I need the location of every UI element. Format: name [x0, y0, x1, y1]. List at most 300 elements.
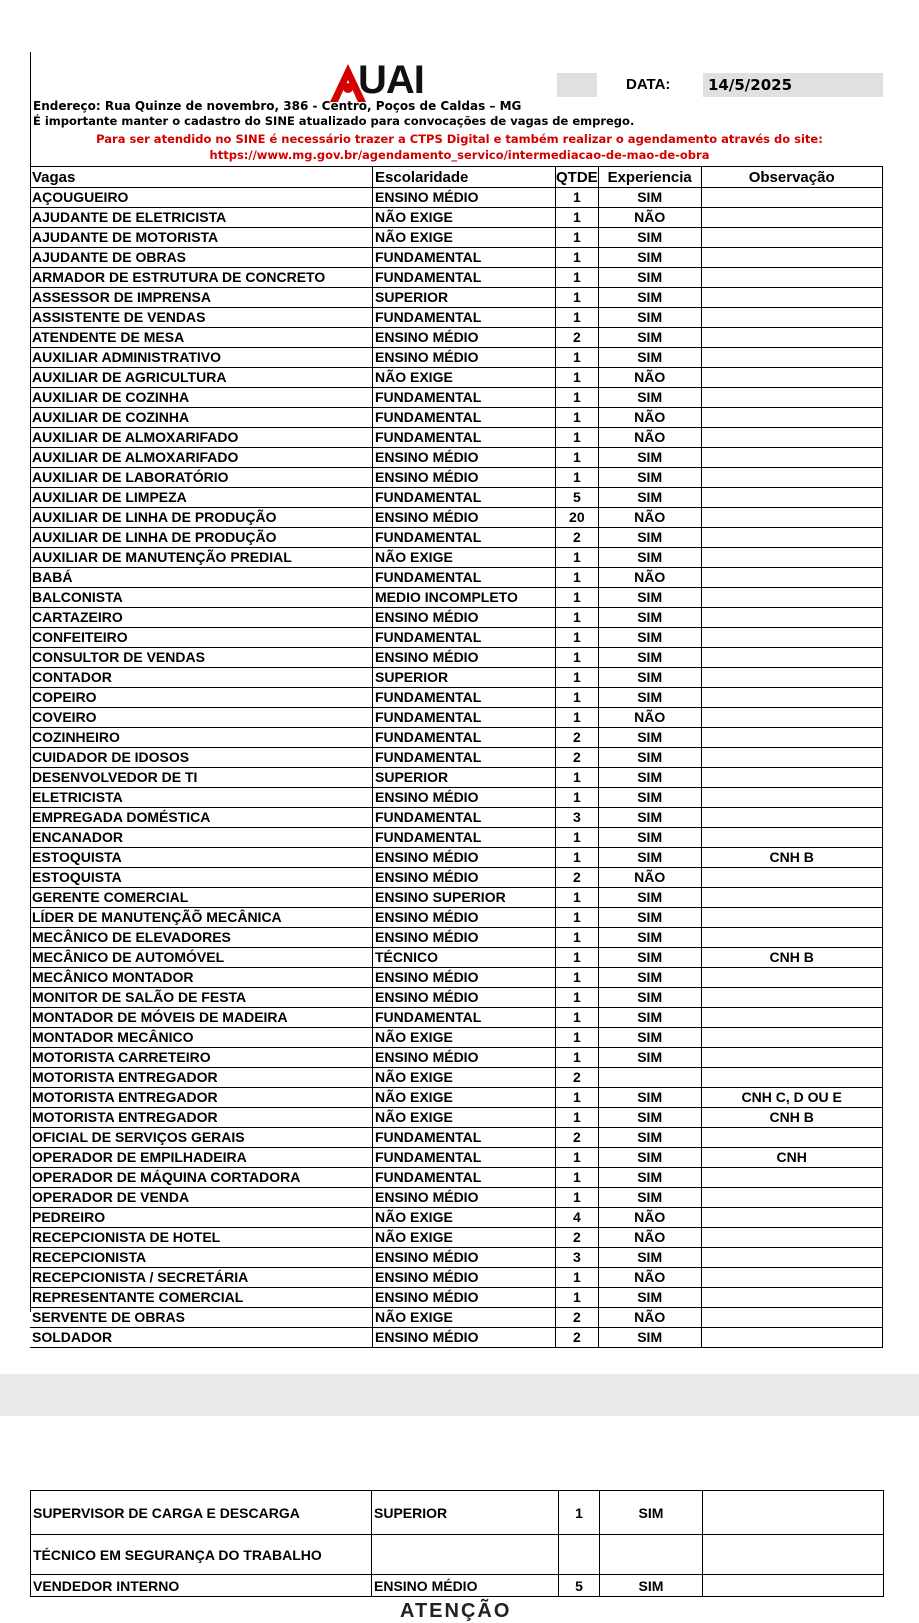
schooling-cell: NÃO EXIGE [373, 368, 556, 388]
observation-cell [701, 1068, 882, 1088]
schooling-cell: SUPERIOR [373, 668, 556, 688]
job-title-cell: ESTOQUISTA [30, 868, 373, 888]
table-row [30, 908, 882, 928]
observation-cell [701, 1048, 882, 1068]
quantity-cell: 1 [556, 1108, 599, 1128]
job-title-cell: COPEIRO [30, 688, 373, 708]
table-row [30, 648, 882, 668]
table-row [30, 868, 882, 888]
table-header-row [30, 167, 882, 188]
address-text: Endereço: Rua Quinze de novembro, 386 - Centro, Poços de Caldas – MG [33, 99, 522, 113]
table-row [30, 1308, 882, 1328]
experience-cell: NÃO [598, 1308, 701, 1328]
job-title-cell: AUXILIAR DE COZINHA [30, 408, 373, 428]
schooling-cell: FUNDAMENTAL [373, 728, 556, 748]
schooling-cell: ENSINO MÉDIO [373, 1188, 556, 1208]
schooling-cell: ENSINO MÉDIO [373, 648, 556, 668]
experience-cell: SIM [598, 328, 701, 348]
quantity-cell: 1 [556, 388, 599, 408]
schooling-cell: SUPERIOR [372, 1491, 559, 1535]
table-row [30, 808, 882, 828]
observation-cell [701, 988, 882, 1008]
experience-cell: SIM [598, 1188, 701, 1208]
schooling-cell: NÃO EXIGE [373, 1208, 556, 1228]
experience-cell: SIM [598, 1168, 701, 1188]
experience-cell: SIM [598, 348, 701, 368]
job-title-cell: AUXILIAR DE ALMOXARIFADO [30, 428, 373, 448]
schooling-cell: ENSINO MÉDIO [373, 1248, 556, 1268]
experience-cell: SIM [598, 808, 701, 828]
job-title-cell: AUXILIAR DE COZINHA [30, 388, 373, 408]
experience-cell: SIM [598, 588, 701, 608]
uai-logo [328, 58, 424, 104]
schooling-cell: ENSINO MÉDIO [373, 448, 556, 468]
job-title-cell: OPERADOR DE MÁQUINA CORTADORA [30, 1168, 373, 1188]
quantity-cell: 1 [556, 1268, 599, 1288]
table-row [30, 628, 882, 648]
job-title-cell: LÍDER DE MANUTENÇÃÕ MECÂNICA [30, 908, 373, 928]
experience-cell: SIM [598, 548, 701, 568]
quantity-cell: 1 [556, 788, 599, 808]
job-title-cell: MONTADOR MECÂNICO [30, 1028, 373, 1048]
job-title-cell: MONITOR DE SALÃO DE FESTA [30, 988, 373, 1008]
job-title-cell: VENDEDOR INTERNO [31, 1575, 372, 1597]
job-title-cell: CUIDADOR DE IDOSOS [30, 748, 373, 768]
job-title-cell: CONFEITEIRO [30, 628, 373, 648]
experience-cell: NÃO [598, 428, 701, 448]
column-header-vagas: Vagas [30, 167, 373, 188]
job-title-cell: SERVENTE DE OBRAS [30, 1308, 373, 1328]
observation-cell [703, 1535, 884, 1575]
job-title-cell: OPERADOR DE EMPILHADEIRA [30, 1148, 373, 1168]
observation-cell [701, 1308, 882, 1328]
table-row [30, 848, 882, 868]
quantity-cell: 2 [556, 1228, 599, 1248]
schooling-cell: NÃO EXIGE [373, 1088, 556, 1108]
experience-cell: SIM [598, 848, 701, 868]
experience-cell: SIM [598, 788, 701, 808]
schooling-cell: NÃO EXIGE [373, 1228, 556, 1248]
quantity-cell: 2 [556, 1128, 599, 1148]
experience-cell: SIM [598, 448, 701, 468]
experience-cell: SIM [598, 528, 701, 548]
observation-cell [701, 188, 882, 208]
footer-cut-text: ATENÇÃO [400, 1600, 512, 1622]
experience-cell: SIM [598, 1028, 701, 1048]
schooling-cell: FUNDAMENTAL [373, 628, 556, 648]
quantity-cell: 1 [556, 948, 599, 968]
job-title-cell: MECÂNICO MONTADOR [30, 968, 373, 988]
job-title-cell: AÇOUGUEIRO [30, 188, 373, 208]
quantity-cell: 1 [556, 688, 599, 708]
job-title-cell: AJUDANTE DE MOTORISTA [30, 228, 373, 248]
page-break [0, 1374, 919, 1416]
jobs-table [30, 166, 883, 1348]
observation-cell [701, 1208, 882, 1228]
table-row [30, 408, 882, 428]
quantity-cell: 2 [556, 748, 599, 768]
observation-cell [701, 268, 882, 288]
experience-cell: NÃO [598, 568, 701, 588]
schooling-cell: ENSINO MÉDIO [373, 908, 556, 928]
job-title-cell: MONTADOR DE MÓVEIS DE MADEIRA [30, 1008, 373, 1028]
observation-cell [701, 1028, 882, 1048]
experience-cell: SIM [598, 1148, 701, 1168]
schooling-cell: FUNDAMENTAL [373, 388, 556, 408]
quantity-cell: 1 [559, 1491, 600, 1535]
experience-cell: SIM [598, 748, 701, 768]
schooling-cell: ENSINO MÉDIO [373, 468, 556, 488]
table-row [30, 388, 882, 408]
job-title-cell: TÉCNICO EM SEGURANÇA DO TRABALHO [31, 1535, 372, 1575]
schooling-cell: ENSINO MÉDIO [373, 788, 556, 808]
table-row [30, 948, 882, 968]
experience-cell: SIM [598, 1248, 701, 1268]
experience-cell: SIM [598, 1088, 701, 1108]
job-title-cell: AUXILIAR DE LINHA DE PRODUÇÃO [30, 528, 373, 548]
experience-cell: NÃO [598, 1208, 701, 1228]
observation-cell [701, 568, 882, 588]
quantity-cell: 1 [556, 928, 599, 948]
job-title-cell: ASSISTENTE DE VENDAS [30, 308, 373, 328]
table-row [30, 568, 882, 588]
table-row [30, 268, 882, 288]
job-title-cell: BALCONISTA [30, 588, 373, 608]
job-title-cell: AUXILIAR DE ALMOXARIFADO [30, 448, 373, 468]
job-title-cell: ELETRICISTA [30, 788, 373, 808]
table-row [30, 348, 882, 368]
table-row [30, 968, 882, 988]
job-title-cell: AJUDANTE DE OBRAS [30, 248, 373, 268]
table-row [30, 668, 882, 688]
quantity-cell: 2 [556, 1308, 599, 1328]
table-row [30, 1048, 882, 1068]
observation-cell [701, 528, 882, 548]
experience-cell: SIM [598, 488, 701, 508]
date-label: DATA: [626, 76, 671, 93]
table-row [30, 228, 882, 248]
schooling-cell: ENSINO MÉDIO [373, 608, 556, 628]
observation-cell [701, 1268, 882, 1288]
experience-cell: NÃO [598, 368, 701, 388]
quantity-cell: 1 [556, 828, 599, 848]
column-header-observacao: Observação [701, 167, 882, 188]
table-row [30, 988, 882, 1008]
schooling-cell: ENSINO MÉDIO [373, 348, 556, 368]
observation-cell: CNH B [701, 948, 882, 968]
quantity-cell: 2 [556, 868, 599, 888]
schooling-cell: FUNDAMENTAL [373, 1148, 556, 1168]
table-row [30, 1128, 882, 1148]
job-title-cell: GERENTE COMERCIAL [30, 888, 373, 908]
schooling-cell: FUNDAMENTAL [373, 308, 556, 328]
observation-cell [701, 608, 882, 628]
job-title-cell: AUXILIAR DE LINHA DE PRODUÇÃO [30, 508, 373, 528]
table-row [30, 508, 882, 528]
observation-cell [701, 908, 882, 928]
table-row [30, 1028, 882, 1048]
schooling-cell: ENSINO MÉDIO [373, 848, 556, 868]
quantity-cell: 2 [556, 1328, 599, 1348]
schooling-cell: FUNDAMENTAL [373, 428, 556, 448]
observation-cell [701, 788, 882, 808]
column-header-qtde: QTDE [556, 168, 598, 186]
job-title-cell: COZINHEIRO [30, 728, 373, 748]
job-title-cell: MOTORISTA ENTREGADOR [30, 1068, 373, 1088]
schooling-cell: FUNDAMENTAL [373, 1008, 556, 1028]
observation-cell [701, 248, 882, 268]
experience-cell: SIM [598, 988, 701, 1008]
observation-cell [701, 348, 882, 368]
table-row [30, 548, 882, 568]
observation-cell: CNH [701, 1148, 882, 1168]
table-row [30, 308, 882, 328]
quantity-cell: 1 [556, 608, 599, 628]
quantity-cell: 1 [556, 208, 599, 228]
job-title-cell: ARMADOR DE ESTRUTURA DE CONCRETO [30, 268, 373, 288]
table-row [30, 688, 882, 708]
schooling-cell: ENSINO MÉDIO [373, 968, 556, 988]
job-title-cell: MECÂNICO DE ELEVADORES [30, 928, 373, 948]
observation-cell [701, 508, 882, 528]
quantity-cell: 1 [556, 888, 599, 908]
quantity-cell: 1 [556, 548, 599, 568]
table-row [31, 1491, 884, 1535]
table-row [30, 1168, 882, 1188]
job-title-cell: RECEPCIONISTA DE HOTEL [30, 1228, 373, 1248]
table-row [30, 1228, 882, 1248]
column-header-experiencia: Experiencia [598, 167, 701, 188]
table-row [30, 1068, 882, 1088]
job-title-cell: ATENDENTE DE MESA [30, 328, 373, 348]
experience-cell: NÃO [598, 408, 701, 428]
logo-text: UAI [358, 58, 424, 102]
quantity-cell [559, 1535, 600, 1575]
quantity-cell: 2 [556, 528, 599, 548]
job-title-cell: SUPERVISOR DE CARGA E DESCARGA [31, 1491, 372, 1535]
table-row [30, 528, 882, 548]
quantity-cell: 1 [556, 228, 599, 248]
observation-cell [701, 328, 882, 348]
observation-cell [701, 928, 882, 948]
schooling-cell: NÃO EXIGE [373, 1108, 556, 1128]
observation-cell [701, 468, 882, 488]
table-row [30, 788, 882, 808]
experience-cell: SIM [598, 968, 701, 988]
job-title-cell: AUXILIAR DE LABORATÓRIO [30, 468, 373, 488]
observation-cell [701, 1188, 882, 1208]
schooling-cell: FUNDAMENTAL [373, 528, 556, 548]
quantity-cell: 1 [556, 708, 599, 728]
quantity-cell: 1 [556, 408, 599, 428]
observation-cell [701, 228, 882, 248]
quantity-cell: 1 [556, 348, 599, 368]
observation-cell [701, 1328, 882, 1348]
job-title-cell: BABÁ [30, 568, 373, 588]
quantity-cell: 1 [556, 1088, 599, 1108]
experience-cell: SIM [598, 188, 701, 208]
experience-cell: SIM [598, 768, 701, 788]
quantity-cell: 1 [556, 908, 599, 928]
table-row [30, 448, 882, 468]
observation-cell [701, 308, 882, 328]
table-row [30, 608, 882, 628]
observation-cell [701, 588, 882, 608]
quantity-cell: 2 [556, 328, 599, 348]
observation-cell [701, 808, 882, 828]
experience-cell: SIM [598, 908, 701, 928]
job-title-cell: DESENVOLVEDOR DE TI [30, 768, 373, 788]
schooling-cell: SUPERIOR [373, 288, 556, 308]
experience-cell: NÃO [598, 708, 701, 728]
schooling-cell: NÃO EXIGE [373, 548, 556, 568]
job-title-cell: OFICIAL DE SERVIÇOS GERAIS [30, 1128, 373, 1148]
table-row [30, 1268, 882, 1288]
table-row [30, 208, 882, 228]
table-row [30, 468, 882, 488]
table-row [30, 328, 882, 348]
quantity-cell: 1 [556, 968, 599, 988]
experience-cell: SIM [598, 608, 701, 628]
experience-cell: SIM [598, 288, 701, 308]
quantity-cell: 1 [556, 1188, 599, 1208]
observation-cell [701, 828, 882, 848]
quantity-cell: 3 [556, 808, 599, 828]
experience-cell: SIM [598, 1288, 701, 1308]
job-title-cell: MOTORISTA ENTREGADOR [30, 1108, 373, 1128]
schooling-cell: FUNDAMENTAL [373, 488, 556, 508]
table-row [30, 1208, 882, 1228]
job-title-cell: AUXILIAR DE AGRICULTURA [30, 368, 373, 388]
quantity-cell: 1 [556, 1028, 599, 1048]
job-title-cell: MOTORISTA ENTREGADOR [30, 1088, 373, 1108]
schooling-cell: TÉCNICO [373, 948, 556, 968]
experience-cell: SIM [598, 648, 701, 668]
table-row [31, 1535, 884, 1575]
job-title-cell: SOLDADOR [30, 1328, 373, 1348]
job-title-cell: OPERADOR DE VENDA [30, 1188, 373, 1208]
observation-cell [701, 668, 882, 688]
table-row [30, 1088, 882, 1108]
observation-cell: CNH C, D OU E [701, 1088, 882, 1108]
observation-cell [701, 728, 882, 748]
table-row [30, 188, 882, 208]
schooling-cell: NÃO EXIGE [373, 1308, 556, 1328]
job-title-cell: CARTAZEIRO [30, 608, 373, 628]
experience-cell: NÃO [598, 508, 701, 528]
quantity-cell: 3 [556, 1248, 599, 1268]
quantity-cell: 4 [556, 1208, 599, 1228]
observation-cell [701, 1128, 882, 1148]
observation-cell [701, 448, 882, 468]
observation-cell [703, 1575, 884, 1597]
quantity-cell: 1 [556, 428, 599, 448]
schooling-cell: FUNDAMENTAL [373, 248, 556, 268]
observation-cell [701, 968, 882, 988]
observation-cell [701, 868, 882, 888]
schooling-cell: ENSINO MÉDIO [373, 1328, 556, 1348]
quantity-cell: 1 [556, 988, 599, 1008]
schooling-cell: FUNDAMENTAL [373, 688, 556, 708]
table-row [30, 288, 882, 308]
observation-cell [701, 768, 882, 788]
experience-cell [598, 1068, 701, 1088]
experience-cell: SIM [598, 1328, 701, 1348]
experience-cell: SIM [598, 268, 701, 288]
job-title-cell: MOTORISTA CARRETEIRO [30, 1048, 373, 1068]
column-header-escolaridade: Escolaridade [373, 167, 556, 188]
important-text: É importante manter o cadastro do SINE atualizado para convocações de vagas de emprego. [33, 114, 635, 128]
experience-cell: SIM [600, 1491, 703, 1535]
schooling-cell: NÃO EXIGE [373, 208, 556, 228]
experience-cell: NÃO [598, 1228, 701, 1248]
quantity-cell: 1 [556, 188, 599, 208]
schooling-cell: MEDIO INCOMPLETO [373, 588, 556, 608]
notice-url[interactable]: https://www.mg.gov.br/agendamento_servico/intermediacao-de-mao-de-obra [209, 148, 710, 162]
observation-cell [701, 1168, 882, 1188]
job-title-cell: REPRESENTANTE COMERCIAL [30, 1288, 373, 1308]
observation-cell [701, 648, 882, 668]
experience-cell: SIM [598, 928, 701, 948]
quantity-cell: 1 [556, 668, 599, 688]
table-row [30, 248, 882, 268]
quantity-cell: 1 [556, 308, 599, 328]
table-row [30, 1328, 882, 1348]
experience-cell: SIM [598, 628, 701, 648]
date-value: 14/5/2025 [708, 76, 793, 94]
experience-cell: NÃO [598, 868, 701, 888]
experience-cell: SIM [598, 668, 701, 688]
observation-cell [701, 208, 882, 228]
schooling-cell: ENSINO MÉDIO [373, 988, 556, 1008]
observation-cell [701, 428, 882, 448]
quantity-cell: 1 [556, 768, 599, 788]
job-title-cell: PEDREIRO [30, 1208, 373, 1228]
experience-cell: SIM [598, 888, 701, 908]
table-row [31, 1575, 884, 1597]
experience-cell: SIM [598, 1108, 701, 1128]
observation-cell [701, 368, 882, 388]
table-row [30, 768, 882, 788]
job-title-cell: AUXILIAR DE LIMPEZA [30, 488, 373, 508]
table-row [30, 928, 882, 948]
quantity-cell: 20 [556, 508, 599, 528]
table-row [30, 708, 882, 728]
job-title-cell: CONTADOR [30, 668, 373, 688]
table-row [30, 748, 882, 768]
observation-cell [701, 888, 882, 908]
observation-cell [701, 488, 882, 508]
notice-text: Para ser atendido no SINE é necessário trazer a CTPS Digital e também realizar o agendamento através do site: [96, 132, 823, 146]
quantity-cell: 1 [556, 568, 599, 588]
jobs-table-page2 [30, 1490, 884, 1597]
schooling-cell: FUNDAMENTAL [373, 1168, 556, 1188]
schooling-cell: ENSINO MÉDIO [372, 1575, 559, 1597]
job-title-cell: COVEIRO [30, 708, 373, 728]
quantity-cell: 5 [556, 488, 599, 508]
schooling-cell: ENSINO MÉDIO [373, 188, 556, 208]
schooling-cell [372, 1535, 559, 1575]
observation-cell [701, 1008, 882, 1028]
quantity-cell: 1 [556, 448, 599, 468]
schooling-cell: ENSINO MÉDIO [373, 508, 556, 528]
schooling-cell: FUNDAMENTAL [373, 408, 556, 428]
quantity-cell: 1 [556, 588, 599, 608]
table-row [30, 588, 882, 608]
experience-cell: SIM [598, 388, 701, 408]
schooling-cell: FUNDAMENTAL [373, 828, 556, 848]
quantity-cell: 1 [556, 1168, 599, 1188]
